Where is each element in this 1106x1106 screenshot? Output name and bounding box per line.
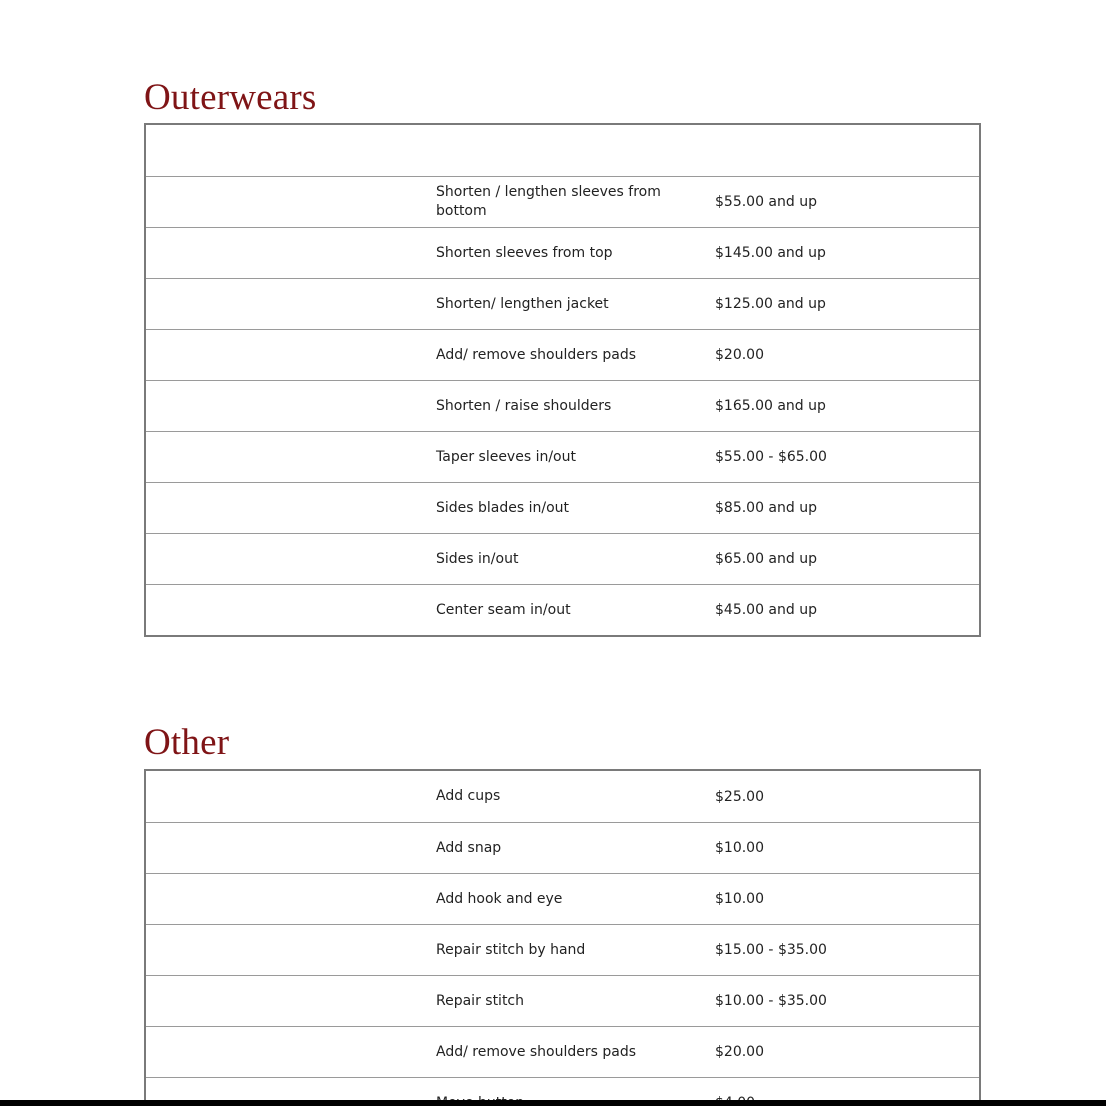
service-price: $10.00 - $35.00 <box>715 993 827 1009</box>
service-price: $20.00 <box>715 1044 764 1060</box>
table-header-row <box>146 125 979 176</box>
service-price: $55.00 - $65.00 <box>715 449 827 465</box>
service-name: Taper sleeves in/out <box>436 448 576 465</box>
service-price: $145.00 and up <box>715 245 826 261</box>
service-price: $10.00 <box>715 840 764 856</box>
service-price: $65.00 and up <box>715 551 817 567</box>
outerwears-table <box>144 123 981 637</box>
service-name: Center seam in/out <box>436 601 571 618</box>
table-row <box>146 584 979 635</box>
service-price: $25.00 <box>715 788 764 805</box>
table-row <box>146 227 979 278</box>
table-row <box>146 482 979 533</box>
service-price: $85.00 and up <box>715 500 817 516</box>
table-row <box>146 822 979 873</box>
service-name: Add cups <box>436 788 501 804</box>
table-row <box>146 380 979 431</box>
service-price: $20.00 <box>715 347 764 363</box>
service-name: Add snap <box>436 839 502 856</box>
section-title-outerwears: Outerwears <box>144 77 317 118</box>
service-name: Repair stitch by hand <box>436 941 586 958</box>
table-row <box>146 431 979 482</box>
table-row <box>146 1026 979 1077</box>
service-name: Sides blades in/out <box>436 499 570 516</box>
table-row <box>146 278 979 329</box>
service-name: Shorten / raise shoulders <box>436 397 612 414</box>
service-name: Add/ remove shoulders pads <box>436 1043 637 1060</box>
service-name: Add hook and eye <box>436 890 563 907</box>
section-title-other: Other <box>144 722 230 763</box>
service-price: $55.00 and up <box>715 194 817 210</box>
service-name: Shorten / lengthen sleeves from bottom <box>436 184 661 219</box>
service-price: $165.00 and up <box>715 398 826 414</box>
table-row <box>146 873 979 924</box>
table-row <box>146 771 979 822</box>
service-name: Shorten/ lengthen jacket <box>436 295 609 312</box>
service-price: $45.00 and up <box>715 602 817 618</box>
service-name: Add/ remove shoulders pads <box>436 346 637 363</box>
service-price: $10.00 <box>715 891 764 907</box>
other-table <box>144 769 981 1106</box>
service-price: $15.00 - $35.00 <box>715 942 827 958</box>
service-name: Repair stitch <box>436 992 525 1009</box>
table-row <box>146 176 979 227</box>
bottom-edge-bar <box>0 1100 1106 1106</box>
service-price: $125.00 and up <box>715 296 826 312</box>
table-row <box>146 975 979 1026</box>
service-name: Sides in/out <box>436 550 519 567</box>
table-row <box>146 533 979 584</box>
service-name: Shorten sleeves from top <box>436 244 613 261</box>
table-row <box>146 329 979 380</box>
table-row <box>146 924 979 975</box>
